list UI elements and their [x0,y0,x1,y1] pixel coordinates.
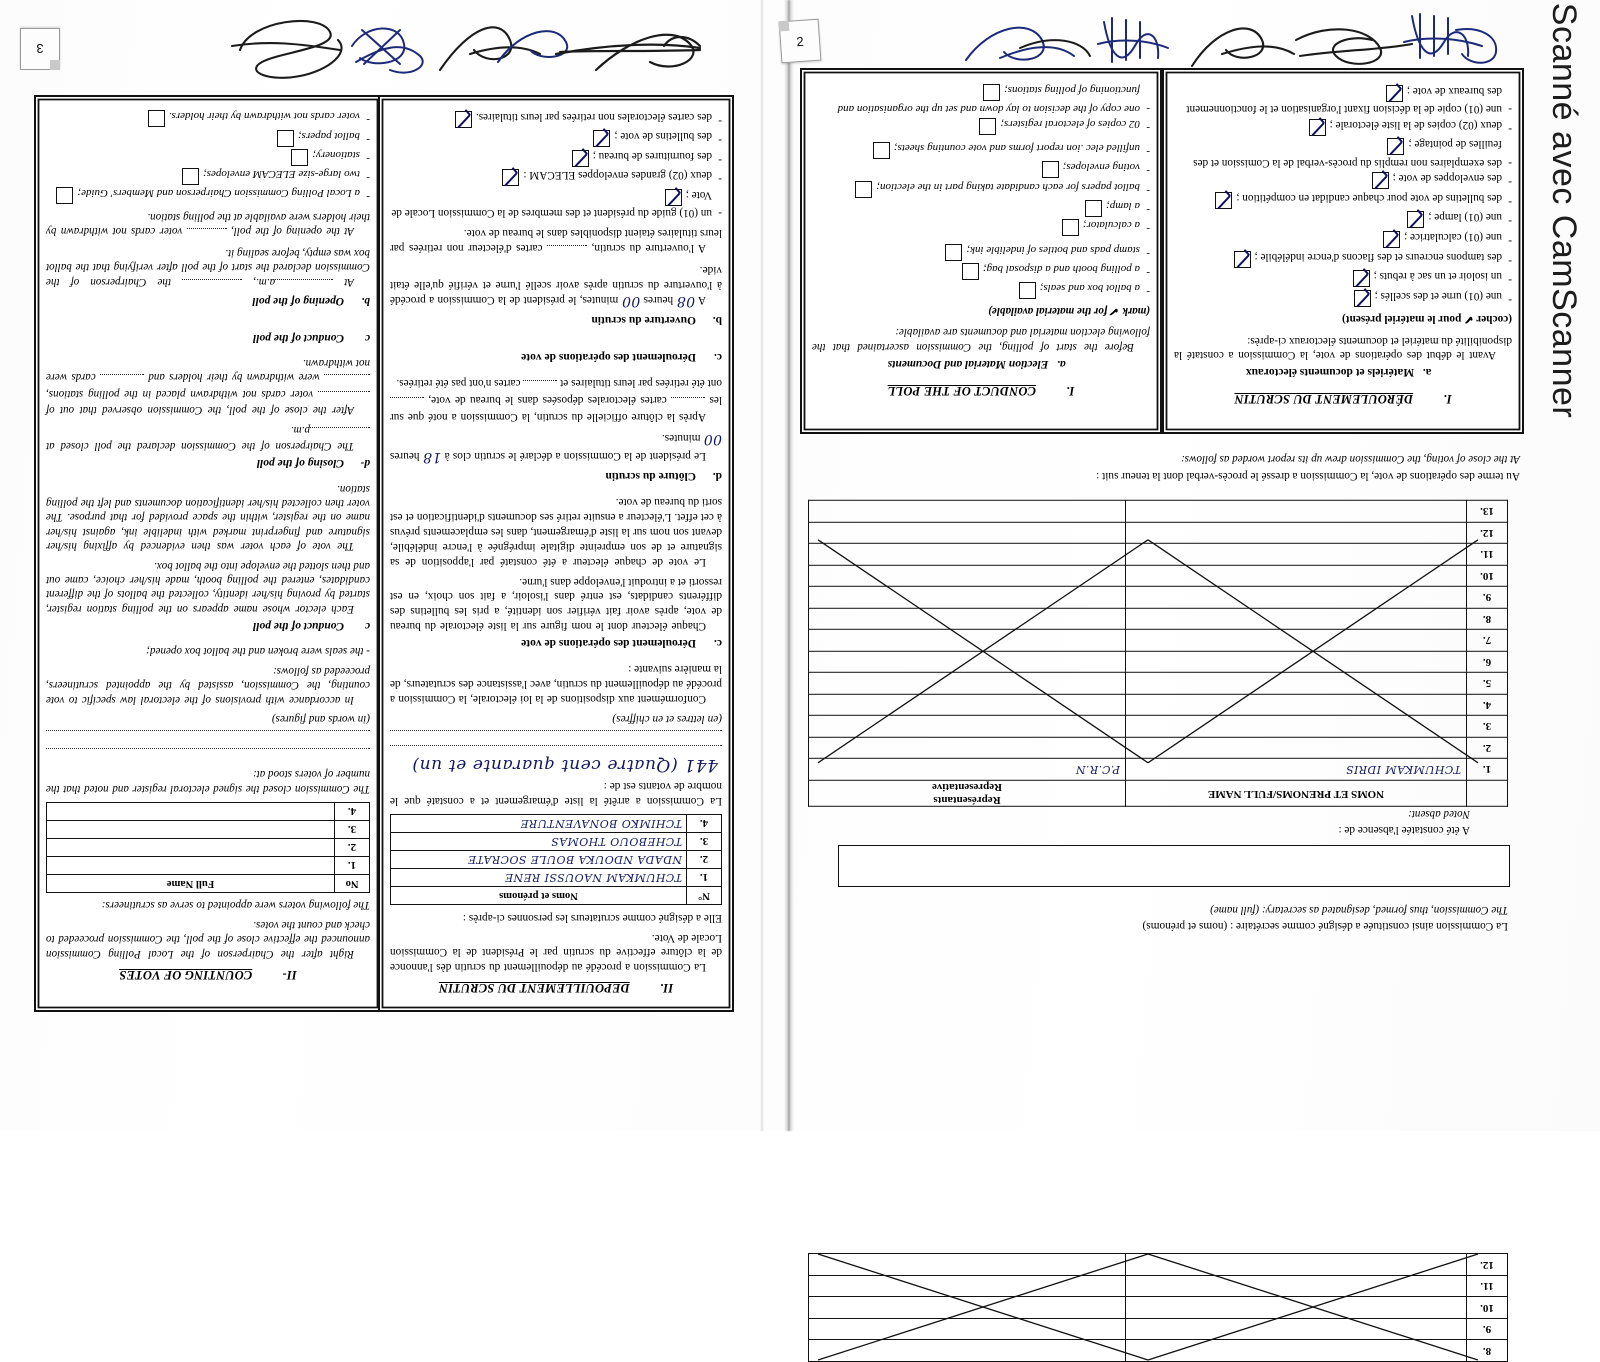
fr-sub-letter: a. [1422,366,1432,379]
fr-closing-minute[interactable]: 00 [703,430,722,447]
table-row [391,832,722,850]
row-no: 4. [687,814,722,832]
fr-voters-dotline-2[interactable] [390,730,722,744]
page-spine [784,0,794,1131]
fr-law-note: Conformément aux dispositions de la loi électorale, la Commission a procédé au dépouillement du scrutin, avec l'assistance des scrutateurs, de la manière suivante : [390,663,722,705]
fr-opening-letter: b. [712,314,722,327]
fr-depouillement-intro: La Commission a procédé au dépouillement du scrutin dès l'annonce de la clôture effective du scrutin par le Président de la Commission Locale de Vote. [390,931,722,974]
en-box-section-num: I. [1066,383,1075,398]
en-material-item: stationery; [312,148,360,161]
checkbox-voting-envelopes[interactable] [1042,161,1059,178]
en-th-name: Full Name [47,874,335,892]
right-page-english-box [800,68,1162,434]
en-closing-p1b: p.m. [290,423,310,436]
row-name[interactable] [1126,501,1467,523]
en-material-item: voter cards not withdrawn by their holders. [168,110,360,123]
row-no: 12. [1467,522,1508,544]
fr-item-label: des bulletins de vote pour chaque candidat en compétition ; [1236,191,1502,204]
fr-scrutateurs-table [390,814,722,905]
row-rep[interactable] [809,501,1126,523]
row-rep[interactable] [809,651,1126,673]
fr-deroulement-operations [390,489,722,656]
en-conduct-title: Conduct of the poll [252,619,344,632]
fr-sub-title: Matériels et documents électoraux [1245,366,1415,379]
checkbox-fr-cartes[interactable] [455,111,472,128]
row-name[interactable] [1126,1318,1467,1340]
page-fold-shadow [760,0,764,1131]
en-voters-dotline-1[interactable] [46,748,370,762]
row-name[interactable] [1126,587,1467,609]
fr-deroulement-heading-lower [390,347,722,370]
en-conduct-p2: The vote of each voter was then evidenced by affixing his/her signature and fingerprint marked with indelible ink, against his/her name on the register, within the space provided for that purpose. The voter then collected his/her identification documents and left the polling station. [46,482,370,553]
row-rep[interactable] [809,694,1126,716]
row-name[interactable] [1126,1340,1467,1362]
en-mark-note: (mark ✔ for the material available) [988,304,1150,317]
table-row [809,737,1508,759]
row-name[interactable]: TCHIMKO BONAVENTURE [391,814,687,832]
secretary-en: The Commission, thus formed, designated as secretary: (full name) [1210,904,1508,917]
page-number-right: 2 [795,33,805,49]
lead-fr: Au terme des opérations de vote, la Commission a dressé le procès-verbal dont la teneur suit : [1096,470,1520,482]
th-fullname: NOMS ET PRENOMS/FULL NAME [1207,787,1385,800]
en-first-bullet: - the seals were broken and the ballot box opened; [146,645,370,658]
row-no: 4. [335,802,370,820]
row-name[interactable] [1126,565,1467,587]
en-closing-letter: d- [360,457,370,470]
en-box-section-title: CONDUCT OF THE POLL [887,383,1036,398]
en-closing-of-poll [46,351,370,477]
representatives-table [808,500,1508,807]
row-rep[interactable] [809,608,1126,630]
en-item-label: stamp pads and bottles of indelible ink; [966,243,1140,256]
fr-operations-p1: Chaque électeur dont le nom figure sur la liste électorale du bureau de vote, après avoir fait vérifier son identité, a pris les bulletins des différents candidats, est entré dans l'isoloir, a fait son choix, en est ressorti et a introduit l'enveloppe dans l'urne. [390,575,722,633]
checkbox-lamp[interactable] [1085,200,1102,217]
table-row [809,1297,1508,1319]
table-row [809,1318,1508,1340]
fr-item-label: une (01) urne et des scellés ; [1374,289,1502,302]
row-rep[interactable] [809,1297,1126,1319]
fr-opening-p1b: minutes, le président de la Commission a procédé à l'ouverture du scrutin après avoir scellé l'urne et vérifié qu'elle était vide. [389,264,722,307]
secretary-input-box[interactable] [838,845,1510,887]
table-row [809,759,1508,781]
checkbox-en-envelopes[interactable] [182,168,199,185]
bottom-table [808,1237,1508,1362]
fr-material-item: deux (02) grandes enveloppes ELECAM : [523,169,712,182]
checkbox-calculatrice[interactable] [1383,231,1400,248]
row-name[interactable]: TCHEBOUO THOMAS [391,832,687,850]
fr-closing-hour[interactable]: 18 [422,449,442,466]
en-closing-p2a: After the close of the poll, the Commission observed that out of [46,404,354,417]
en-opening-of-poll [46,204,370,313]
fr-section-title: DEPOUILLEMENT DU SCRUTIN [438,981,630,996]
row-no: 12. [1467,1254,1508,1276]
absent-fr: A été constatée l'absence de : [1338,824,1470,836]
fr-item-label: un isoloir et un sac à rebuts ; [1373,270,1502,283]
fr-voters-count-handwritten[interactable]: 441 (Quatre cent quarante et un) [411,754,718,775]
left-page-french-column [378,95,734,1012]
row-name[interactable] [1126,522,1467,544]
fr-closing-letter: d. [712,470,722,483]
fr-closing-p1c: minutes. [661,431,701,444]
table-row [391,868,722,886]
row-rep[interactable] [809,737,1126,759]
checkbox-ballot-box-seals[interactable] [1019,282,1036,299]
fr-item-label: une (01) copie de la décision fixant l'organisation et le fonctionnement des bureaux de vote ; [1186,84,1502,116]
en-material-item: two large-size ELECAM envelopes; [203,168,360,181]
row-name[interactable]: TCHUMKAM NAOUSSI RENE [391,868,687,886]
fr-mark-note: (cocher ✔ pour le matériel présent) [1342,312,1512,325]
checkbox-calculator[interactable] [1062,219,1079,236]
th-rep-en: Representative [931,781,1003,794]
row-rep[interactable] [809,630,1126,652]
en-closing-title: Closing of the poll [256,457,344,470]
fr-material-item: des fournitures de bureau ; [592,149,712,162]
row-no: 9. [1467,587,1508,609]
row-no: 10. [1467,1297,1508,1319]
th-rep-fr: Représentants [933,793,1001,806]
row-no: 6. [1467,651,1508,673]
fr-closing-p2c: ont été retirées par leurs titulaires et [560,377,722,390]
en-box-intro: Before the start of polling, the Commission ascertained that the following election material and documents are available: [812,326,1150,353]
row-name[interactable] [1126,737,1467,759]
row-rep[interactable] [809,1254,1126,1276]
en-opening-p1c: the Chairperson of the Commission declared the start of the poll after verifying that the ballot box was empty, before sealing it. [45,246,370,288]
fr-box-intro: Avant le début des opérations de vote, la Commission a constaté la disponibilité du matériel et documents électoraux ci-après: [1174,334,1512,362]
en-item-label: 02 copies of electoral registers; [1000,117,1140,130]
en-voters-dotline-2[interactable] [46,730,370,744]
fr-item-label: deux (02) copies de la liste électorale ; [1329,118,1502,131]
left-page-english-column [34,95,382,1012]
fr-item-label: des exemplaires non remplis du procès-verbal de la Comission et des feuilles de pointage ; [1193,138,1502,169]
fr-th-name: Noms et prénoms [391,886,687,904]
lead-en: At the close of voting, the Commission drew up its report worded as follows: [1181,453,1520,466]
en-th-no: No [335,874,370,892]
checkbox-copie-decision[interactable] [1386,85,1403,102]
row-rep[interactable] [809,1340,1126,1362]
row-no: 11. [1467,544,1508,566]
row-name[interactable] [1126,651,1467,673]
row-no: 1. [335,856,370,874]
checkbox-en-voter-cards[interactable] [148,110,165,127]
en-scrutineers-table [46,802,370,893]
row-no: 3. [335,820,370,838]
fr-box-section-title: DÉROULEMENT DU SCRUTIN [1234,392,1414,407]
right-page-lead-text [800,437,1520,483]
table-row [809,694,1508,716]
fr-material-checklist [390,105,722,220]
en-election-material-list: - a ballot box and seals; - a polling booth and a disposal bag; - stamp pads and bottles of indelible ink; - a calculator; - a lamp; - ballot papers for each candidate taking part in the election; - voting envelopes; - unfilled elec .ion report forms and vote counting sheets; - 02 copies of electoral registers; - one copy of the decision to lay down and set up the organisation and functioning of polling stations; [837,84,1150,299]
en-conduct-heading-lower [46,328,370,351]
en-item-label: a ballot box and seals; [1039,282,1140,295]
table-row [809,651,1508,673]
checkbox-report-forms[interactable] [873,142,890,159]
fr-closing-p2b: cartes électorales déposées dans le bureau de vote, [428,394,667,407]
row-name[interactable] [1126,630,1467,652]
checkbox-fr-fournitures[interactable] [572,150,589,167]
row-rep[interactable] [809,1275,1126,1297]
fr-item-label: une (01) calculatrice ; [1404,231,1502,244]
en-material-list: - a Local Polling Commission Chairperson and Members' Guide; - two large-size ELECAM envelopes; - stationery; - ballot papers; - voter cards not withdrawn by their holders. [46,109,370,204]
absent-block [850,795,1470,837]
checkbox-exemplaires-pv[interactable] [1387,138,1404,155]
en-item-label: voting envelopes; [1062,161,1140,174]
en-counting-of-votes [46,639,370,984]
row-name[interactable] [1126,673,1467,695]
fr-ouverture-scrutin: b.Ouverture du scrutin A 08 heures 00 minutes, le président de la Commission a procédé à l'ouverture du scrutin après avoir scellé l'urne et vérifié qu'elle était vide. A l'ouverture du scrutin, cartes d'électeur non retirées par leurs titulaires étaient disponibles dans le bureau de vote. [389,227,722,327]
en-section-title: COUNTING OF VOTES [119,967,253,982]
checkbox-ballot-papers[interactable] [855,181,872,198]
fr-operations-title-lower: Déroulement des opérations de vote [521,351,696,364]
watermark-text: Scanné avec CamScanner [1545,2,1584,418]
table-row [391,814,722,832]
row-name[interactable] [1126,716,1467,738]
table-row [47,802,370,820]
row-rep[interactable]: P.C.R.N [809,759,1126,781]
en-section-num: II- [282,967,297,982]
fr-election-material-list: - une (01) urne et des scellés ; - un isoloir et un sac à rebuts ; - des tampons encreurs et des flacons d'encre indélébile ; - une (01) calculatrice ; - une (01) lampe ; - des bulletins de vote pour chaque candidat en compétition ; - des enveloppes de vote ; - des exemplaires non remplis du procès-verbal de la Comission et des feuilles de pointage ; - deux (02) copies de la liste électorale ; - une (01) copie de la décision fixant l'organisation et le fonctionnement des bureaux de vote ; [1186,84,1512,306]
row-no: 1. [687,868,722,886]
table-header-row [47,874,370,892]
en-item-label: one copy of the decision to lay down and set up the organisation and functioning of polling stations; [837,84,1140,115]
checkbox-decision-copy[interactable] [983,84,1000,101]
fr-box-section-num: I. [1443,392,1452,407]
fr-scrutateurs-lead: Elle a désigné comme scrutateurs les personnes ci-après : [462,911,722,924]
en-closing-p1a: The Chairperson of the Commission declared the poll closed at [46,440,354,453]
table-row [809,522,1508,544]
en-register-note: The Commission closed the signed electoral register and noted that the number of voters stood at: [46,768,370,795]
row-rep[interactable] [809,673,1126,695]
fr-opening-title: Ouverture du scrutin [591,314,696,327]
fr-material-item: un (01) guide du président et des membres de la Commission Locale de Vote ; [391,188,712,220]
row-rep[interactable] [809,1318,1126,1340]
fr-material-item: des bulletins de vote ; [614,130,712,143]
checkbox-en-guide[interactable] [56,187,73,204]
checkbox-enveloppes-vote[interactable] [1372,172,1389,189]
en-closing-p2b: voter cards not withdrawn placed in the polling stations, [46,387,314,400]
fr-opening-p1a: heures [643,294,674,307]
en-item-label: a lamp; [1106,200,1140,213]
row-name[interactable] [1126,1297,1467,1319]
fr-item-label: des enveloppes de vote ; [1392,172,1502,185]
row-no: 8. [1467,608,1508,630]
checkbox-en-stationery[interactable] [291,149,308,166]
row-name[interactable] [1126,544,1467,566]
table-row [809,608,1508,630]
en-item-label: a calculator; [1082,219,1140,232]
row-rep[interactable] [809,522,1126,544]
fr-material-item: des cartes électorales non retirées par leurs titulaires. [475,110,712,123]
row-no: 10. [1467,565,1508,587]
en-opening-title: Opening of the poll [252,294,344,307]
en-sub-letter: a. [1057,357,1066,370]
checkbox-copies-liste[interactable] [1309,119,1326,136]
row-name[interactable] [1126,694,1467,716]
row-name[interactable] [1126,1254,1467,1276]
table-row [809,1275,1508,1297]
fr-item-label: des tampons encreurs et des flacons d'encre indélébile ; [1254,250,1502,263]
checkbox-isoloir[interactable] [1353,270,1370,287]
row-name[interactable] [47,802,335,820]
fr-words-figures: (en lettres et en chiffres) [612,712,722,725]
row-no: 11. [1467,1275,1508,1297]
checkbox-bulletins-candidat[interactable] [1215,192,1232,209]
row-rep[interactable] [809,544,1126,566]
fr-cloture-scrutin [390,370,722,489]
en-law-note: In accordance with provisions of the electoral law specific to vote counting, the Commission, assisted by the appointed scrutineers, proceeded as follows: [46,664,370,706]
fr-opening-p2b: cartes d'électeur non retirées par leurs titulaires étaient disponibles dans le bureau de vote. [390,227,722,255]
fr-closing-p1a: Le président de la Commission a déclaré le scrutin clos à [444,450,706,463]
row-name[interactable] [1126,608,1467,630]
table-row [809,630,1508,652]
fr-closing-p2d: cartes n'ont pas été retirées. [396,377,521,390]
fr-closing-p2a: Après la clôture officielle du scrutin, la Commission a noté que sur les [390,394,722,424]
row-no: 3. [1467,716,1508,738]
fr-opening-minute[interactable]: 00 [621,293,641,310]
fr-operations-title: Déroulement des opérations de vote [521,637,696,650]
table-row [47,856,370,874]
table-row [391,850,722,868]
en-item-label: a polling booth and a disposal bag; [982,262,1140,275]
row-no: 4. [1467,694,1508,716]
row-no: 9. [1467,1318,1508,1340]
page-number-tab-right [779,19,822,64]
checkbox-stamp-pads[interactable] [945,244,962,261]
fr-th-no: N° [687,886,722,904]
row-name[interactable]: TCHUMKAM IDRIS [1126,759,1467,781]
row-rep[interactable] [809,716,1126,738]
checkbox-fr-bulletins[interactable] [593,130,610,147]
th-no [1467,780,1508,806]
checkbox-polling-booth[interactable] [962,263,979,280]
row-rep[interactable] [809,565,1126,587]
checkbox-lampe[interactable] [1407,212,1424,229]
checkbox-fr-guide[interactable] [665,189,682,206]
checkbox-fr-envelopes[interactable] [502,169,519,186]
right-page-french-box [1162,68,1524,434]
en-scrutineers-lead: The following voters were appointed to serve as scrutineers: [101,899,370,912]
row-name[interactable] [47,838,335,856]
table-row [809,565,1508,587]
row-name[interactable] [47,820,335,838]
table-row [47,820,370,838]
row-no: 7. [1467,630,1508,652]
page-number-tab-left [20,28,60,70]
camscanner-watermark [1534,0,1594,420]
en-item-label: ballot papers for each candidate taking part in the election; [876,180,1140,193]
absent-en: Noted absent: [1408,808,1470,821]
fr-operations-letter-lower: c. [714,351,722,364]
checkbox-tampons[interactable] [1234,251,1251,268]
row-no: 3. [687,832,722,850]
secretary-value [839,866,1509,886]
fr-register-note: La Commission a arrêté la liste d'émargement et a constaté que le nombre de votants est de : [390,779,722,807]
en-closing-p2c: were withdrawn by their holders and [148,371,320,384]
secretary-fr: La Commission ainsi constituée a désigné comme secrétaire : (noms et prénoms) [1142,920,1508,932]
table-row [47,838,370,856]
row-no: 2. [1467,737,1508,759]
en-material-checklist [46,105,370,204]
table-row [809,544,1508,566]
en-sub-title: Election Material and Documents [887,357,1049,370]
row-no: 2. [335,838,370,856]
fr-depouillement-scrutin [390,656,722,997]
en-opening-p2a: At the opening of the poll, [231,225,354,238]
en-material-item: a Local Polling Commission Chairperson and Members' Guide; [77,187,360,200]
row-rep[interactable] [809,587,1126,609]
checkbox-electoral-registers[interactable] [979,118,996,135]
table-row [809,673,1508,695]
fr-section-num: II. [659,981,674,996]
en-closing-p2d: cards were not withdrawn. [46,357,370,384]
en-item-label: unfilled elec .ion report forms and vote counting sheets; [893,142,1140,155]
en-conduct-title-lower: Conduct of the poll [252,331,344,344]
row-no: 2. [687,850,722,868]
row-no: 13. [1467,501,1508,523]
en-conduct-letter: c [364,619,370,632]
table-row [809,1340,1508,1362]
fr-material-list: - un (01) guide du président et des membres de la Commission Locale de Vote ; - deux (02) grandes enveloppes ELECAM : - des fournitures de bureau ; - des bulletins de vote ; - des cartes électorales non retirées par leurs titulaires. [391,110,722,220]
table-header-row [391,886,722,904]
table-row [809,716,1508,738]
en-words-figures: (in words and figures) [271,713,370,726]
row-name[interactable]: NDADA NDOUKA BOULE SOCRATE [391,850,687,868]
en-material-item: ballot papers; [297,129,360,142]
table-row [809,501,1508,523]
fr-operations-letter: c. [714,637,722,650]
row-no: 5. [1467,673,1508,695]
en-conduct-letter-lower: c [364,331,370,344]
fr-opening-p2a: A l'ouverture du scrutin, [591,242,706,255]
en-opening-p1b: a.m., [253,275,276,288]
fr-item-label: une (01) lampe ; [1428,211,1502,224]
en-opening-p1a: At [344,275,354,288]
table-row [809,1254,1508,1276]
row-name[interactable] [1126,1275,1467,1297]
page-number-left: 3 [36,41,44,57]
en-opening-letter: b. [361,294,370,307]
fr-operations-p2: Le vote de chaque électeur a été constaté par l'apposition de sa signature et de son empreinte digitale imprégnée à l'encre indélébile, devant son nom sur la liste d'émargement, dans les emplacements prévus à cet effet. L'électeur a ensuite retiré ses documents d'identification et est sorti du bureau de vote. [390,496,722,568]
en-conduct-p1: Each elector whose name appears on the polling station register, started by proving his/her identity, collected the ballots of the different candidates, entered the polling booth, made his/her choice, came out and then slotted the envelope into the ballot box. [46,559,370,615]
fr-closing-title: Clôture du scrutin [605,470,696,483]
row-name[interactable] [47,856,335,874]
en-conduct-of-poll [46,476,370,639]
fr-opening-hour[interactable]: 08 [676,293,696,310]
en-counting-intro: Right after the Chairperson of the Local Polling Commission announced the effective close of the poll, the Commission proceeded to check and count the votes. [46,918,370,960]
secretary-label-block [838,893,1508,933]
fr-closing-p1b: heures [390,450,420,463]
checkbox-en-ballot-papers[interactable] [277,130,294,147]
checkbox-urne-scelles[interactable] [1354,290,1371,307]
en-opening-p2b: voter cards not withdrawn by their holders were available at the polling station. [45,210,370,238]
table-row [809,587,1508,609]
row-no: 8. [1467,1340,1508,1362]
row-no: 1. [1467,759,1508,781]
